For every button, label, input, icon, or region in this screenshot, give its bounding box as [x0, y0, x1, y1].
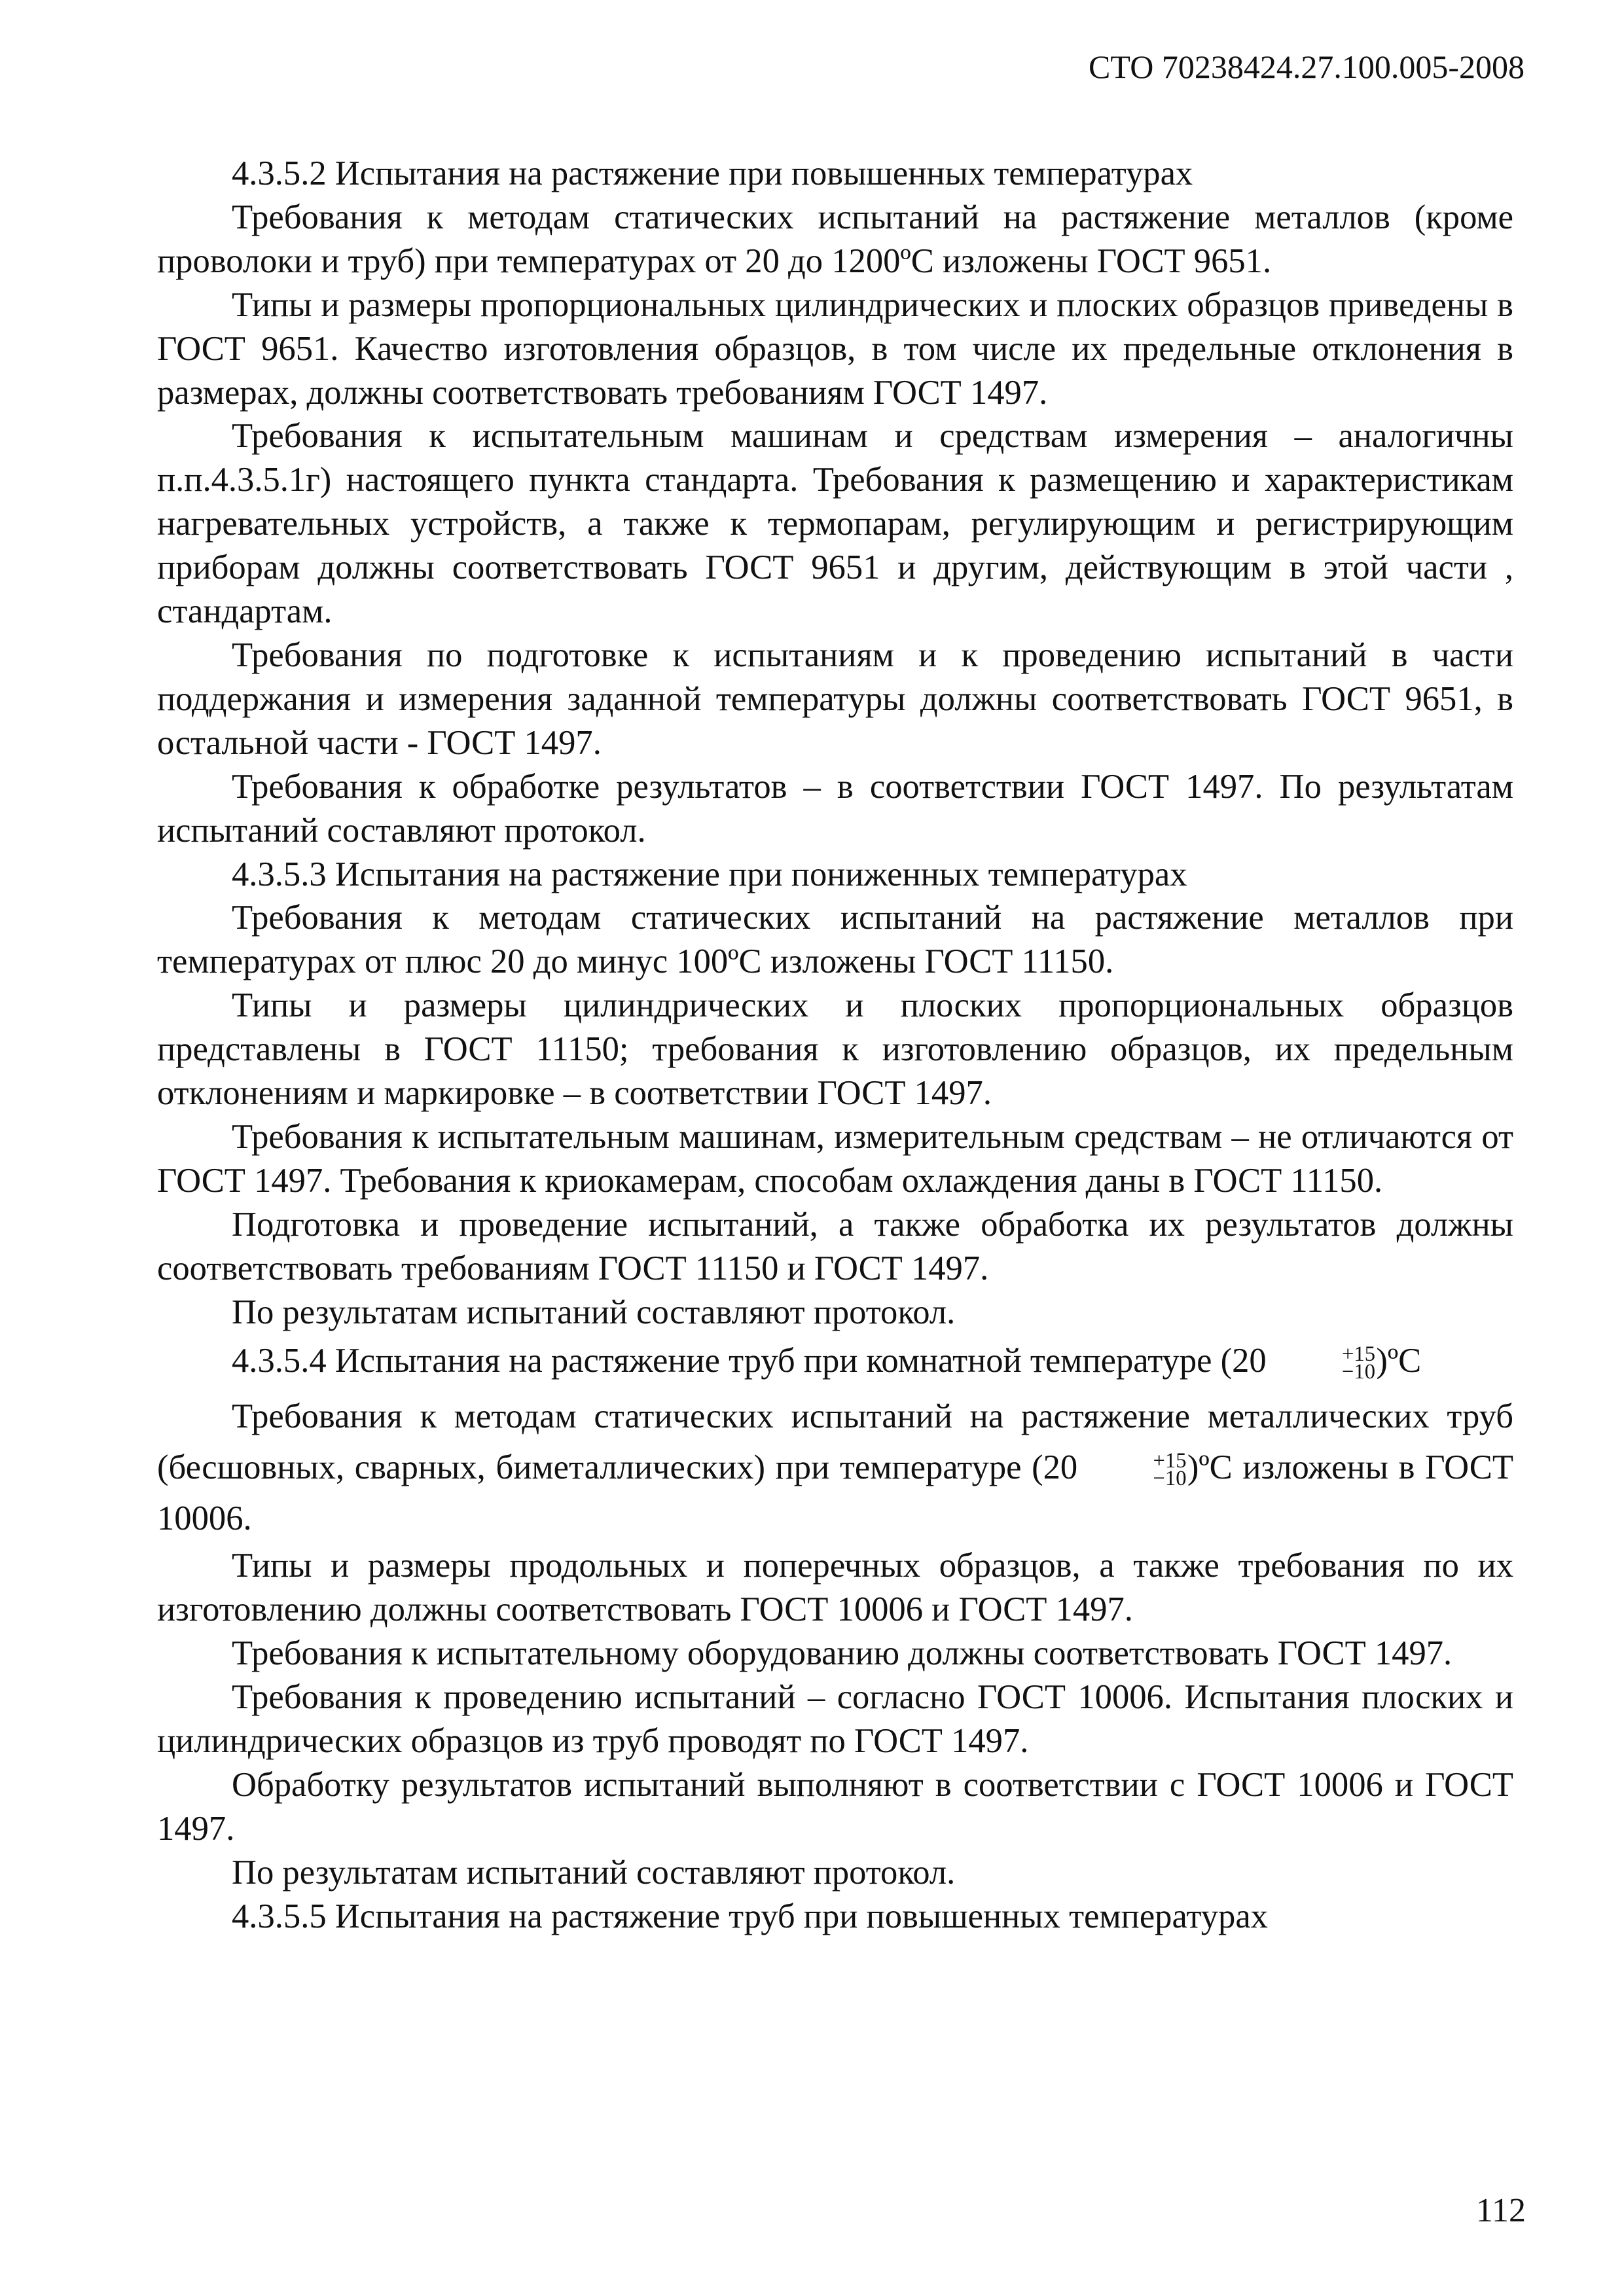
paragraph [157, 1391, 1513, 1544]
paragraph: Типы и размеры пропорциональных цилиндрических и плоских образцов приведены в ГОСТ 9651. Качество изготовления образцов, в том числе их предельные отклонения в размерах, должны соответствовать требованиям ГОСТ 1497. [157, 285, 1513, 412]
tolerance-lower: −10 [1342, 1359, 1376, 1384]
paragraph: Требования к проведению испытаний – согласно ГОСТ 10006. Испытания плоских и цилиндрических образцов из труб проводят по ГОСТ 1497. [157, 1678, 1513, 1760]
temperature-tolerance [1267, 1342, 1376, 1384]
paragraph: Требования к испытательным машинам и средствам измерения – аналогичны п.п.4.3.5.1г) настоящего пункта стандарта. Требования к размещению и характеристикам нагревательных устройств, а также к термопарам, регулирующим и регистрирующим приборам должны соответствовать ГОСТ 9651 и другим, действующим в этой части , стандартам. [157, 417, 1513, 631]
paragraph: Обработку результатов испытаний выполняют в соответствии с ГОСТ 10006 и ГОСТ 1497. [157, 1765, 1513, 1848]
heading-text: 4.3.5.4 Испытания на растяжение труб при комнатной температуре ( [232, 1342, 1233, 1380]
temperature-base: 20 [1043, 1448, 1078, 1487]
paragraph: По результатам испытаний составляют протокол. [232, 1853, 956, 1892]
paragraph: Типы и размеры продольных и поперечных образцов, а также требования по их изготовлению должны соответствовать ГОСТ 10006 и ГОСТ 1497. [157, 1547, 1513, 1629]
paragraph-text: Требования к методам статических испытаний на растяжение металлических труб (бесшовных, сварных, биметаллических) при температуре ( [157, 1397, 1513, 1487]
temperature-base: 20 [1232, 1342, 1267, 1380]
paragraph: По результатам испытаний составляют протокол. [232, 1293, 956, 1331]
paragraph: Требования по подготовке к испытаниям и к проведению испытаний в части поддержания и измерения заданной температуры должны соответствовать ГОСТ 9651, в остальной части - ГОСТ 1497. [157, 636, 1513, 762]
paragraph: Требования к испытательным машинам, измерительным средствам – не отличаются от ГОСТ 1497. Требования к криокамерам, способам охлаждения даны в ГОСТ 11150. [157, 1117, 1513, 1200]
paragraph: Требования к методам статических испытаний на растяжение металлов при температурах от плюс 20 до минус 100ºС изложены ГОСТ 11150. [157, 899, 1513, 981]
paragraph: Типы и размеры цилиндрических и плоских пропорциональных образцов представлены в ГОСТ 11150; требования к изготовлению образцов, их предельным отклонениям и маркировке – в соответствии ГОСТ 1497. [157, 986, 1513, 1113]
paragraph-text-end: )ºС изложены в ГОСТ 10006. [157, 1448, 1513, 1538]
section-heading-4-3-5-3: 4.3.5.3 Испытания на растяжение при пониженных температурах [232, 855, 1187, 893]
tolerance-upper: +15 [1153, 1448, 1187, 1473]
document-code-header: СТО 70238424.27.100.005-2008 [1089, 48, 1525, 85]
section-heading-4-3-5-4 [157, 1339, 1513, 1383]
paragraph: Требования к методам статических испытаний на растяжение металлов (кроме проволоки и труб) при температурах от 20 до 1200ºС изложены ГОСТ 9651. [157, 198, 1513, 280]
paragraph: Требования к испытательному оборудованию должны соответствовать ГОСТ 1497. [232, 1634, 1453, 1673]
temperature-unit: )ºС [1376, 1342, 1422, 1380]
section-heading-4-3-5-5: 4.3.5.5 Испытания на растяжение труб при повышенных температурах [232, 1897, 1268, 1935]
section-heading-4-3-5-2: 4.3.5.2 Испытания на растяжение при повышенных температурах [232, 154, 1193, 192]
tolerance-upper: +15 [1342, 1342, 1376, 1366]
paragraph: Подготовка и проведение испытаний, а также обработка их результатов должны соответствовать требованиям ГОСТ 11150 и ГОСТ 1497. [157, 1205, 1513, 1287]
tolerance-lower: −10 [1153, 1466, 1187, 1490]
temperature-tolerance [1079, 1448, 1187, 1490]
page-number: 112 [1475, 2192, 1526, 2229]
paragraph: Требования к обработке результатов – в соответствии ГОСТ 1497. По результатам испытаний составляют протокол. [157, 767, 1513, 850]
document-body [157, 152, 1513, 1939]
